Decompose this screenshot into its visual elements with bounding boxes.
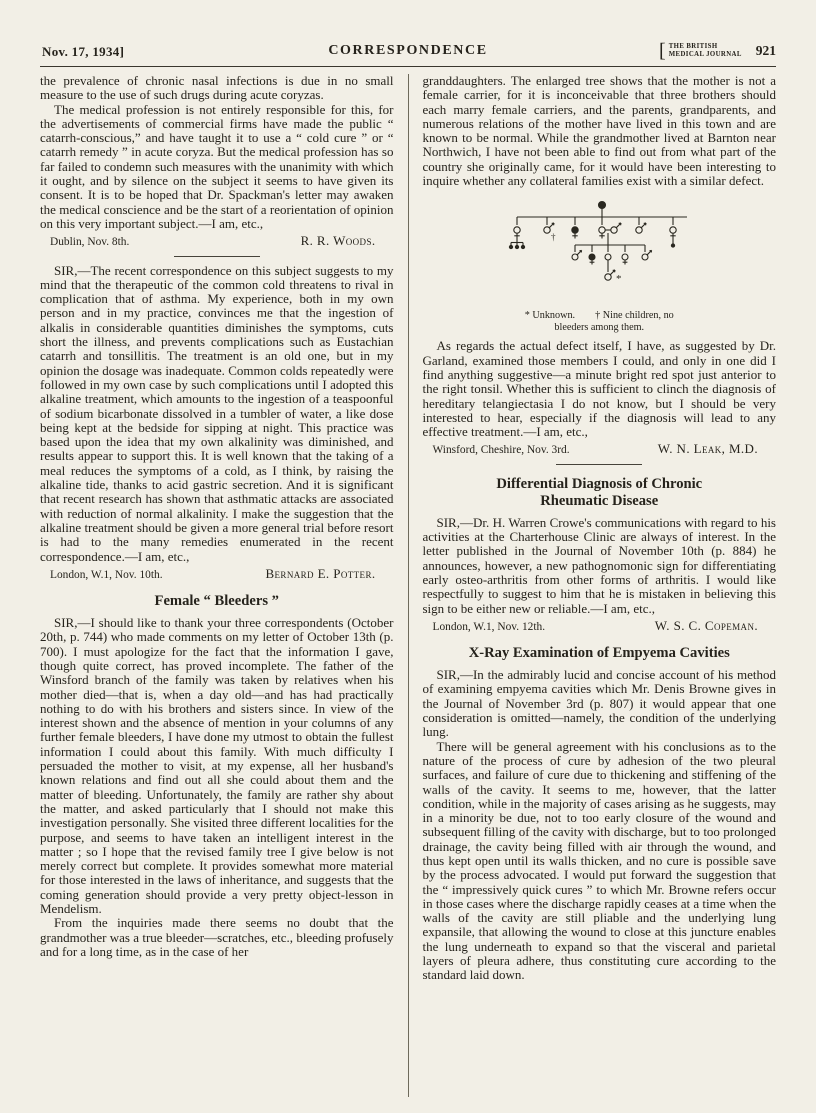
journal-reference bbox=[659, 41, 776, 61]
dagger-mark: † bbox=[550, 232, 556, 243]
signature-name: W. S. C. Copeman. bbox=[654, 617, 758, 633]
heading-female-bleeders: Female “ Bleeders ” bbox=[154, 593, 279, 610]
paragraph-grandmother-bleeder: From the inquiries made there seems no doubt that the grandmother was a true bleeder—scratches, etc., bleeding profusely and for a long time, as in the case of her bbox=[40, 915, 394, 959]
male-symbol bbox=[642, 254, 648, 260]
signature-place: Winsford, Cheshire, Nov. 3rd. bbox=[432, 444, 570, 457]
signature-name: R. R. Woods. bbox=[300, 233, 376, 249]
affected-female-symbol bbox=[598, 202, 605, 209]
signature-place: Dublin, Nov. 8th. bbox=[50, 236, 130, 249]
female-symbol bbox=[514, 227, 520, 233]
caption-nine-children: † Nine children, no bbox=[595, 310, 674, 322]
figure-caption-line2: bleeders among them. bbox=[554, 322, 645, 334]
male-symbol bbox=[572, 254, 578, 260]
pedigree-chart bbox=[487, 197, 712, 309]
female-symbol bbox=[622, 254, 628, 260]
figure-caption bbox=[423, 310, 777, 334]
affected-female-symbol bbox=[572, 227, 578, 233]
figure-caption-line1 bbox=[525, 310, 674, 322]
female-symbol bbox=[670, 227, 676, 233]
letter-separator bbox=[174, 256, 260, 257]
paragraph-medical-profession: The medical profession is not entirely responsible for this, for the advertisements of commercial firms have made the public “ catarrh-conscious,” and have taught it to use a “ cold cure ” or “ catarrh remedy ” in acute coryza. But the medical profession has so far failed to condemn such measures with the unanimity with which it ought, and by silence on the subject it seems to have given its consent. It is to be hoped that Dr. Spackman's letter may awaken the medical conscience and be the start of a reorientation of opinion on this very important subject.—I am, etc., bbox=[40, 101, 394, 231]
letter-xray-body2: There will be general agreement with his conclusions as to the nature of the process of cure by adhesion of the two pleural surfaces, and failure of cure due to thickening and stiffening of the walls of the cavity. It seems to me, however, that the latter condition, while in the majority of cases arising as he suggests, may in a minority be due, not to too early closure of the wound and subsequent filling of the cavity with discharge, but to too prolonged drainage, the cavity being filled with air through the wound, and thus kept open until its walls thicken, and no cure is possible save by the process advocated. I would put forward the suggestion that the “ impressively quick cures ” to which Mr. Browne refers occur in those cases where the discharge rapidly ceases at a time when the walls of the cavity are still pliable and the underlying lung expansile, that allowing the wound to close at this juncture enables the lung underneath to expand so that the visceral and parietal layers of pleura adhere, thus constituting cure according to the standard laid down. bbox=[422, 738, 777, 983]
heading-rheumatic-disease: Differential Diagnosis of Chronic Rheumatic Disease bbox=[496, 475, 703, 509]
page-header bbox=[40, 40, 776, 64]
male-symbol bbox=[611, 227, 617, 233]
journal-name-line2: MEDICAL JOURNAL bbox=[668, 51, 742, 58]
signature-place: London, W.1, Nov. 12th. bbox=[432, 620, 546, 633]
letter-xray-body1: SIR,—In the admirably lucid and concise account of his method of examining empyema cavities which Mr. Denis Browne gives in the Journal of November 3rd (p. 807) it would appear that one consideration is omitted—namely, the condition of the underlying lung. bbox=[422, 667, 776, 740]
signature-woods bbox=[40, 234, 394, 249]
issue-date: Nov. 17, 1934] bbox=[42, 44, 125, 59]
signature-place: London, W.1, Nov. 10th. bbox=[50, 568, 163, 581]
letter-rheumatic-body: SIR,—Dr. H. Warren Crowe's communications with regard to his activities at the Charterhouse Clinic are always of interest. In the letter published in the Journal of November 10th (p. 884) he announces, however, a new pathognomonic sign for differentiating early osteo-arthritis from other forms of arthritis. I would like respectfully to suggest to him that he is mistaken in believing this sign to be either new or reliable.—I am, etc., bbox=[422, 514, 776, 616]
bracket-mark: [ bbox=[659, 40, 666, 62]
letter-alkaline-treatment: SIR,—The recent correspondence on this subject suggests to my mind that the therapeutic of the common cold threatens to rival in complication that of asthma. My experience, both in my own person and in my practice, convinces me that the ingestion of alkalis in considerable quantities diminishes the symptoms, cuts short the illness, and prevents complications such as Eustachian catarrh and tonsillitis. The treatment is an old one, but in my opinion the dosage was inadequate. Common colds repeatedly were followed in my own case by such complications until I adopted this alkaline treatment, which amounts to the ingestion of a teaspoonful of sodium bicarbonate dissolved in a tumbler of water, a like dose being kept at the bedside for sipping at night. This practice was based upon the idea that my own alkalinity was diminished, and results appear to support this. It is well known that the taking of a meal reduces the symptoms of a cold, as I think, by raising the alkaline tide, thanks to acid gastric secretion. And it is significant that recent research has shown that asthmatic attacks are associated with reduction of normal alkalinity. I make the suggestion that the alkaline treatment should be given a more general trial before resort is had to the many remedies enumerated in the recent correspondence.—I am, etc., bbox=[40, 262, 394, 564]
signature-name: W. N. Leak, M.D. bbox=[657, 441, 758, 457]
caption-unknown: * Unknown. bbox=[524, 310, 576, 322]
page-number: 921 bbox=[755, 43, 776, 58]
female-symbol bbox=[599, 227, 605, 233]
two-column-body bbox=[40, 74, 776, 1097]
letter-separator bbox=[556, 464, 642, 465]
journal-name bbox=[669, 43, 742, 58]
signature-potter bbox=[40, 567, 394, 582]
paragraph-coryza-continuation: the prevalence of chronic nasal infections is due in no small measure to the use of such drugs during acute coryzas. bbox=[40, 73, 394, 103]
left-column bbox=[40, 74, 408, 1097]
paragraph-granddaughters-continuation: granddaughters. The enlarged tree shows that the mother is not a female carrier, for it is inconceivable that three brothers should each marry female carriers, and the parents, grandparents, and numerous relations of the mother have lived in this town and are known to be normal. While the grandmother lived at Barnton near Northwich, I have not been able to find out from what part of the country she originally came, for it would have been interesting to inquire whether any collateral families exist with a similar defect. bbox=[422, 73, 776, 189]
heading-xray-empyema: X-Ray Examination of Empyema Cavities bbox=[468, 645, 730, 662]
signature-leak bbox=[423, 442, 777, 457]
header-rule bbox=[40, 66, 776, 67]
page-title: CORRESPONDENCE bbox=[328, 43, 488, 58]
signature-copeman bbox=[423, 619, 777, 634]
right-column bbox=[409, 74, 777, 1097]
male-symbol bbox=[636, 227, 642, 233]
journal-name-line1: THE BRITISH bbox=[668, 43, 718, 51]
paragraph-actual-defect: As regards the actual defect itself, I have, as suggested by Dr. Garland, examined those members I could, and only in one did I find anything suggestive—a minute bright red spot just anterior to the right tonsil. Whether this is sufficient to clinch the diagnosis of hereditary telangiectasia I do not know, but I should be very interested to hear, especially if the diagnosis will lead to any effective treatment.—I am, etc., bbox=[422, 338, 776, 440]
male-symbol bbox=[605, 254, 611, 260]
letter-bleeders-body: SIR,—I should like to thank your three correspondents (October 20th, p. 744) who made comments on my letter of October 13th (p. 700). I must apologize for the fact that the information I gave, though quite correct, has proved incomplete. The father of the Winsford branch of the family was taken by relatives when his mother died—that is, when a day old—and has had practically nothing to do with his brothers and sisters since. In view of the interest shown and the absence of mention in your columns of any further female bleeders, I have done my utmost to obtain the fullest information I could about this family. With much difficulty I persuaded the mother to visit, at my expense, all her husband's known relations and find out all she could about them and the matter of bleeding. Unfortunately, the family are rather shy about the matter, and asked particularly that I should not make this investigation personally. She visited three different localities for the purpose, and seems to have taken an intelligent interest in the matter ; so I hope that the revised family tree I give below is not merely correct but complete. It provides somewhat more material for those interested in the laws of inheritance, and suggests that the coming generation should provide a very pretty object-lesson in Mendelism. bbox=[40, 615, 394, 917]
affected-female-symbol bbox=[589, 254, 595, 260]
signature-name: Bernard E. Potter. bbox=[265, 565, 376, 581]
male-symbol bbox=[605, 274, 611, 280]
asterisk-mark: * bbox=[615, 273, 622, 286]
family-tree-figure bbox=[423, 197, 777, 334]
male-symbol bbox=[544, 227, 550, 233]
